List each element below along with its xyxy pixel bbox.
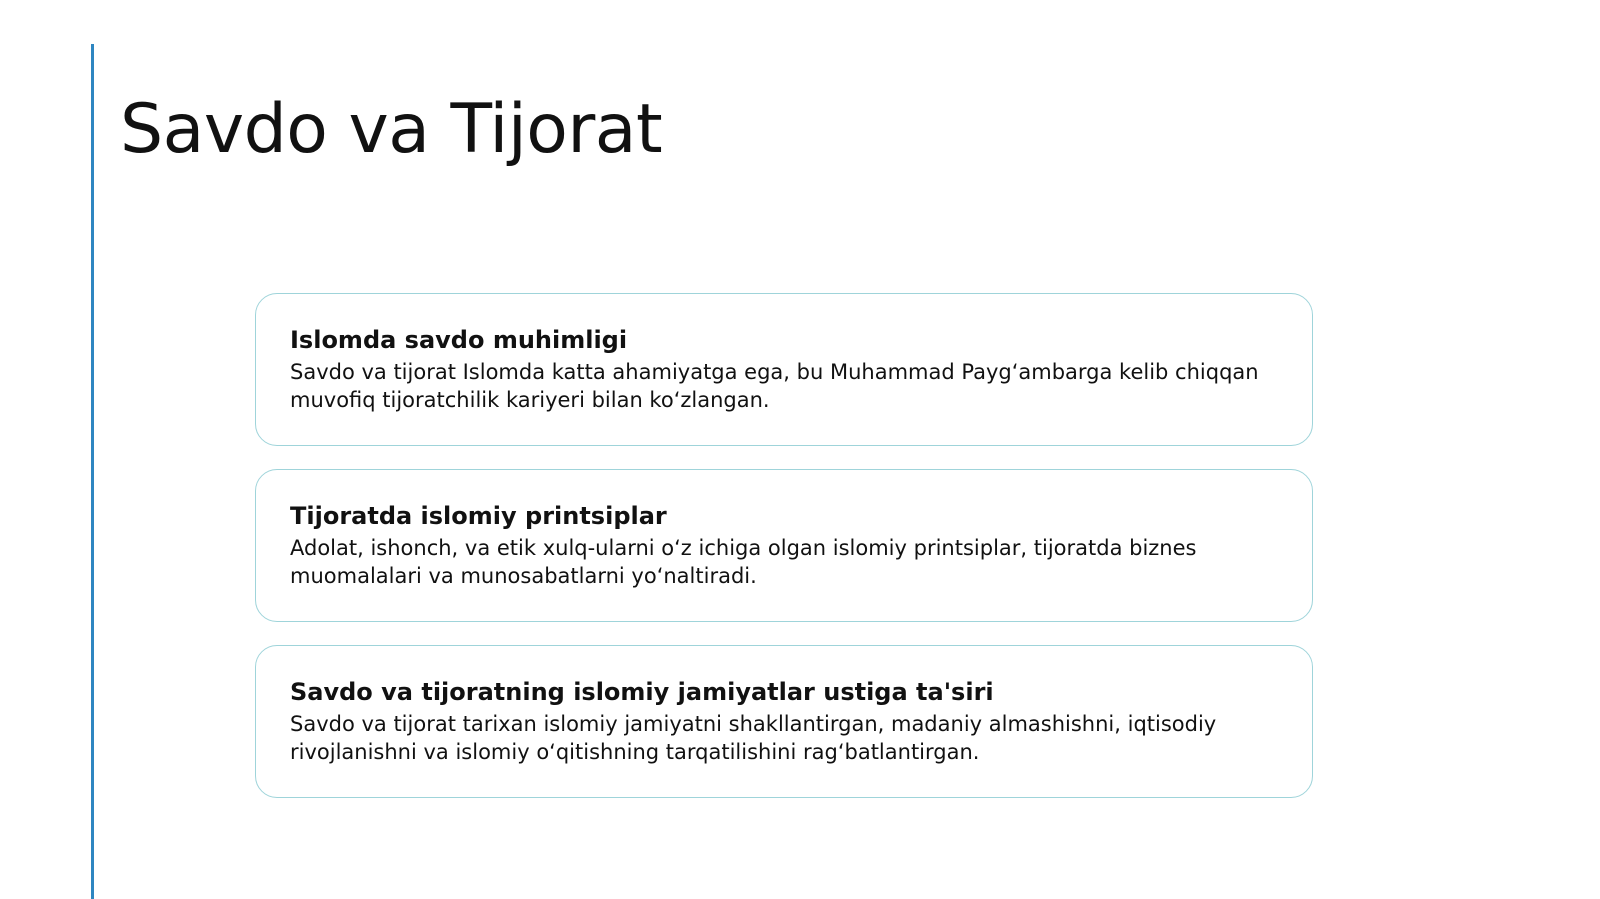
info-card-trade-impact [255,645,1313,798]
info-card-trade-importance [255,293,1313,446]
card-text: Adolat, ishonch, va etik xulq-ularni o‘z ichiga olgan islomiy printsiplar, tijoratda biznes muomalalari va munosabatlarni yo‘naltiradi. [290,536,1197,588]
card-heading: Islomda savdo muhimligi [290,326,628,354]
card-list [255,293,1313,821]
slide-title: Savdo va Tijorat [120,90,663,169]
card-text: Savdo va tijorat Islomda katta ahamiyatga ega, bu Muhammad Payg‘ambarga kelib chiqqan muvofiq tijoratchilik kariyeri bilan ko‘zlangan. [290,360,1259,412]
card-text: Savdo va tijorat tarixan islomiy jamiyatni shakllantirgan, madaniy almashishni, iqtisodiy rivojlanishni va islomiy o‘qitishning tarqatilishini rag‘batlantirgan. [290,712,1217,764]
card-heading: Tijoratda islomiy printsiplar [290,502,667,530]
accent-bar [91,44,94,899]
info-card-islamic-principles [255,469,1313,622]
card-heading: Savdo va tijoratning islomiy jamiyatlar ustiga ta'siri [290,678,994,706]
